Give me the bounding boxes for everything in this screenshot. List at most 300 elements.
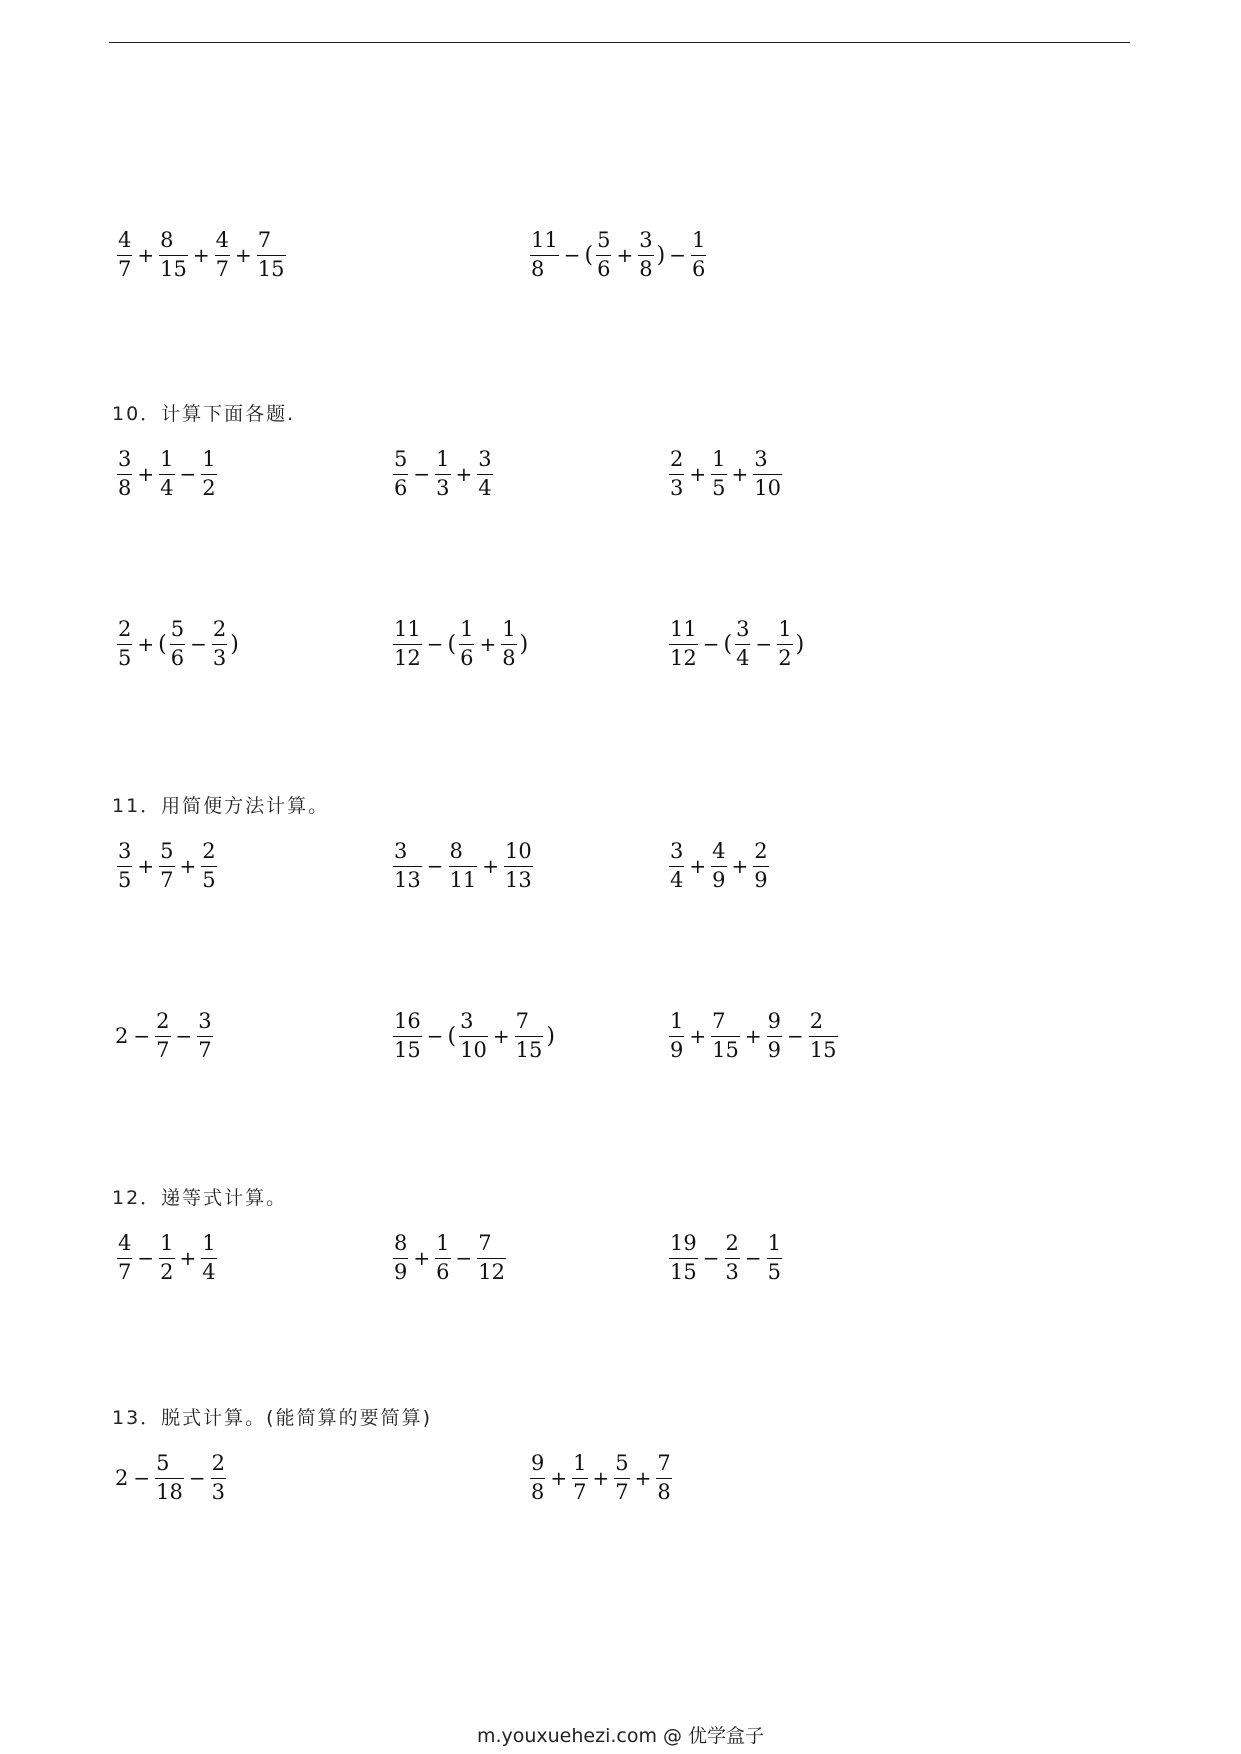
- plus-sign: +: [689, 1024, 707, 1049]
- plus-sign: +: [492, 1024, 510, 1049]
- fraction-bar: [449, 866, 478, 867]
- denominator: 7: [118, 256, 132, 281]
- close-paren: ): [795, 631, 805, 657]
- numerator: 7: [478, 1231, 492, 1255]
- fraction-bar: [393, 474, 408, 475]
- numerator: 9: [531, 1451, 545, 1475]
- expression: [667, 618, 805, 670]
- denominator: 7: [573, 1479, 587, 1504]
- denominator: 13: [505, 867, 532, 892]
- question-heading: 13．脱式计算。(能简算的要简算): [112, 1407, 433, 1429]
- fraction: [807, 1010, 840, 1062]
- denominator: 10: [460, 1037, 487, 1062]
- minus-sign: −: [702, 632, 720, 657]
- fraction-bar: [393, 866, 422, 867]
- numerator: 2: [670, 447, 684, 471]
- minus-sign: −: [455, 1246, 473, 1271]
- expression: [115, 840, 219, 892]
- plus-sign: +: [689, 854, 707, 879]
- fraction-bar: [117, 866, 132, 867]
- numerator: 11: [394, 617, 421, 641]
- fraction: [667, 1010, 686, 1062]
- numerator: 3: [670, 839, 684, 863]
- fraction-bar: [170, 644, 185, 645]
- numerator: 19: [670, 1231, 697, 1255]
- expression: [391, 618, 529, 670]
- numerator: 2: [754, 839, 768, 863]
- minus-sign: −: [669, 243, 686, 268]
- fraction-bar: [159, 474, 174, 475]
- minus-sign: −: [175, 1024, 193, 1049]
- fraction-bar: [477, 1258, 506, 1259]
- numerator: 16: [394, 1009, 421, 1033]
- expression: [667, 1010, 840, 1062]
- denominator: 7: [198, 1037, 212, 1062]
- numerator: 5: [160, 839, 174, 863]
- denominator: 7: [118, 1259, 132, 1284]
- fraction: [157, 1232, 176, 1284]
- denominator: 5: [202, 867, 216, 892]
- minus-sign: −: [563, 243, 581, 268]
- denominator: 6: [394, 475, 408, 500]
- fraction-bar: [155, 1036, 170, 1037]
- plus-sign: +: [634, 1466, 652, 1491]
- fraction: [115, 840, 134, 892]
- numerator: 2: [118, 617, 132, 641]
- open-paren: (: [447, 1023, 457, 1049]
- minus-sign: −: [413, 462, 431, 487]
- fraction-bar: [212, 644, 227, 645]
- fraction-bar: [753, 866, 768, 867]
- fraction: [210, 618, 229, 670]
- fraction: [723, 1232, 742, 1284]
- plus-sign: +: [137, 462, 155, 487]
- fraction-bar: [117, 644, 132, 645]
- denominator: 7: [215, 256, 230, 281]
- fraction: [153, 1452, 186, 1504]
- numerator: 1: [436, 1231, 450, 1255]
- integer: 2: [115, 1466, 129, 1491]
- fraction: [213, 229, 232, 281]
- fraction-bar: [159, 866, 174, 867]
- numerator: 1: [670, 1009, 684, 1033]
- fraction: [391, 1232, 410, 1284]
- denominator: 12: [670, 645, 697, 670]
- minus-sign: −: [755, 632, 773, 657]
- numerator: 5: [156, 1451, 170, 1475]
- fraction: [499, 618, 518, 670]
- plus-sign: +: [137, 854, 155, 879]
- close-paren: ): [546, 1023, 555, 1049]
- fraction: [667, 840, 686, 892]
- footer-watermark: m.youxuehezi.com @ 优学盒子: [476, 1725, 765, 1747]
- fraction: [457, 1010, 490, 1062]
- fraction-bar: [211, 1478, 226, 1479]
- fraction: [255, 229, 288, 281]
- fraction-bar: [669, 1258, 698, 1259]
- denominator: 7: [160, 867, 174, 892]
- numerator: 4: [118, 1231, 132, 1255]
- expression: [115, 229, 288, 281]
- fraction-bar: [201, 1258, 216, 1259]
- numerator: 2: [211, 1451, 226, 1475]
- expression: [391, 1010, 556, 1062]
- fraction-bar: [117, 255, 132, 256]
- fraction-bar: [393, 1036, 422, 1037]
- numerator: 1: [573, 1451, 587, 1475]
- numerator: 4: [118, 228, 132, 252]
- numerator: 3: [118, 447, 132, 471]
- expression: [391, 1232, 508, 1284]
- denominator: 6: [460, 645, 474, 670]
- fraction: [115, 448, 134, 500]
- denominator: 7: [615, 1479, 629, 1504]
- close-paren: ): [519, 631, 529, 657]
- denominator: 15: [394, 1037, 421, 1062]
- fraction: [502, 840, 535, 892]
- plus-sign: +: [482, 854, 499, 879]
- fraction: [689, 229, 708, 281]
- expression: [528, 229, 708, 281]
- expression: [667, 1232, 784, 1284]
- question-heading: 12．递等式计算。: [112, 1187, 288, 1209]
- fraction: [209, 1452, 228, 1504]
- fraction: [391, 448, 410, 500]
- fraction: [751, 448, 784, 500]
- numerator: 1: [160, 447, 174, 471]
- fraction: [667, 618, 700, 670]
- numerator: 8: [394, 1231, 408, 1255]
- minus-sign: −: [133, 1024, 151, 1049]
- question-heading: 11．用简便方法计算。: [112, 795, 330, 817]
- fraction-bar: [753, 474, 782, 475]
- numerator: 11: [531, 228, 558, 252]
- minus-sign: −: [787, 1024, 804, 1049]
- fraction-bar: [215, 255, 230, 256]
- denominator: 8: [502, 645, 516, 670]
- denominator: 7: [156, 1037, 170, 1062]
- fraction: [667, 448, 686, 500]
- plus-sign: +: [744, 1024, 762, 1049]
- fraction-bar: [459, 1036, 488, 1037]
- fraction: [528, 1452, 547, 1504]
- expression: [115, 1232, 219, 1284]
- numerator: 4: [215, 228, 230, 252]
- plus-sign: +: [192, 243, 210, 268]
- minus-sign: −: [190, 632, 207, 657]
- plus-sign: +: [179, 1246, 197, 1271]
- denominator: 4: [202, 1259, 216, 1284]
- numerator: 9: [767, 1009, 782, 1033]
- denominator: 12: [478, 1259, 506, 1284]
- denominator: 9: [394, 1259, 408, 1284]
- denominator: 9: [767, 1037, 782, 1062]
- denominator: 12: [394, 645, 421, 670]
- open-paren: (: [584, 242, 594, 268]
- fraction: [457, 618, 476, 670]
- plus-sign: +: [616, 243, 634, 268]
- denominator: 8: [639, 256, 653, 281]
- plus-sign: +: [179, 854, 197, 879]
- fraction-bar: [530, 255, 559, 256]
- fraction: [157, 229, 190, 281]
- denominator: 18: [156, 1479, 183, 1504]
- expression: [667, 448, 784, 500]
- plus-sign: +: [689, 462, 707, 487]
- fraction: [157, 840, 176, 892]
- fraction: [733, 618, 752, 670]
- denominator: 2: [160, 1259, 174, 1284]
- numerator: 5: [170, 617, 185, 641]
- fraction-bar: [767, 1258, 782, 1259]
- fraction: [115, 618, 134, 670]
- denominator: 13: [394, 867, 421, 892]
- numerator: 3: [118, 839, 132, 863]
- numerator: 7: [515, 1009, 529, 1033]
- numerator: 1: [767, 1231, 782, 1255]
- numerator: 7: [712, 1009, 726, 1033]
- fraction-bar: [614, 1478, 629, 1479]
- fraction: [199, 448, 218, 500]
- numerator: 2: [202, 839, 216, 863]
- fraction: [570, 1452, 589, 1504]
- minus-sign: −: [744, 1246, 762, 1271]
- denominator: 5: [767, 1259, 782, 1284]
- denominator: 10: [754, 475, 782, 500]
- fraction: [153, 1010, 172, 1062]
- fraction-bar: [530, 1478, 545, 1479]
- fraction-bar: [257, 255, 286, 256]
- fraction-bar: [117, 1258, 132, 1259]
- numerator: 3: [198, 1009, 212, 1033]
- fraction: [709, 840, 728, 892]
- fraction: [391, 618, 424, 670]
- fraction: [513, 1010, 546, 1062]
- denominator: 6: [691, 256, 706, 281]
- numerator: 2: [725, 1231, 739, 1255]
- numerator: 2: [809, 1009, 824, 1033]
- numerator: 7: [257, 228, 272, 252]
- fraction-bar: [735, 644, 750, 645]
- expression: [115, 618, 240, 670]
- fraction-bar: [669, 644, 698, 645]
- expression: [667, 840, 771, 892]
- numerator: 8: [449, 839, 463, 863]
- fraction: [199, 840, 218, 892]
- plus-sign: +: [413, 1246, 431, 1271]
- minus-sign: −: [188, 1466, 206, 1491]
- denominator: 6: [436, 1259, 450, 1284]
- fraction: [115, 229, 134, 281]
- fraction-bar: [197, 1036, 212, 1037]
- open-paren: (: [158, 631, 167, 657]
- numerator: 5: [394, 447, 408, 471]
- plus-sign: +: [731, 854, 749, 879]
- fraction: [433, 448, 452, 500]
- numerator: 1: [502, 617, 516, 641]
- plus-sign: +: [550, 1466, 568, 1491]
- numerator: 1: [436, 447, 450, 471]
- fraction: [195, 1010, 214, 1062]
- denominator: 15: [160, 256, 187, 281]
- fraction-bar: [725, 1258, 740, 1259]
- fraction: [391, 1010, 424, 1062]
- fraction-bar: [669, 866, 684, 867]
- minus-sign: −: [137, 1246, 155, 1271]
- numerator: 3: [736, 617, 750, 641]
- plus-sign: +: [137, 243, 155, 268]
- expression: [391, 448, 495, 500]
- fraction: [528, 229, 561, 281]
- numerator: 1: [202, 447, 216, 471]
- numerator: 3: [460, 1009, 474, 1033]
- denominator: 8: [657, 1479, 671, 1504]
- plus-sign: +: [479, 632, 497, 657]
- close-paren: ): [656, 242, 666, 268]
- denominator: 3: [211, 1479, 226, 1504]
- fraction-bar: [711, 1036, 740, 1037]
- plus-sign: +: [137, 632, 155, 657]
- denominator: 9: [712, 867, 726, 892]
- fraction: [654, 1452, 673, 1504]
- minus-sign: −: [426, 1024, 444, 1049]
- fraction-bar: [504, 866, 533, 867]
- minus-sign: −: [133, 1466, 151, 1491]
- fraction-bar: [767, 1036, 782, 1037]
- fraction: [447, 840, 480, 892]
- fraction-bar: [656, 1478, 671, 1479]
- denominator: 11: [449, 867, 477, 892]
- denominator: 2: [202, 475, 216, 500]
- denominator: 15: [712, 1037, 739, 1062]
- fraction: [709, 448, 728, 500]
- expression: [115, 448, 219, 500]
- numerator: 1: [691, 228, 706, 252]
- fraction-bar: [669, 474, 684, 475]
- fraction: [391, 840, 424, 892]
- numerator: 5: [615, 1451, 629, 1475]
- denominator: 3: [212, 645, 227, 670]
- fraction-bar: [393, 644, 422, 645]
- minus-sign: −: [426, 854, 444, 879]
- fraction-bar: [638, 255, 653, 256]
- fraction: [612, 1452, 631, 1504]
- fraction-bar: [155, 1478, 184, 1479]
- denominator: 3: [725, 1259, 739, 1284]
- fraction: [775, 618, 794, 670]
- expression: [391, 840, 535, 892]
- numerator: 8: [160, 228, 174, 252]
- expression: [115, 1010, 215, 1062]
- denominator: 8: [531, 256, 545, 281]
- fraction: [475, 1232, 508, 1284]
- fraction: [199, 1232, 218, 1284]
- numerator: 2: [212, 617, 227, 641]
- fraction-bar: [201, 474, 216, 475]
- open-paren: (: [723, 631, 733, 657]
- numerator: 3: [754, 447, 768, 471]
- minus-sign: −: [702, 1246, 720, 1271]
- fraction: [765, 1010, 784, 1062]
- fraction-bar: [117, 474, 132, 475]
- fraction: [765, 1232, 784, 1284]
- fraction-bar: [435, 1258, 450, 1259]
- fraction-bar: [459, 644, 474, 645]
- fraction-bar: [711, 474, 726, 475]
- fraction-bar: [515, 1036, 544, 1037]
- fraction-bar: [477, 474, 492, 475]
- fraction: [594, 229, 613, 281]
- fraction: [157, 448, 176, 500]
- numerator: 10: [505, 839, 532, 863]
- denominator: 4: [160, 475, 174, 500]
- integer: 2: [115, 1024, 129, 1049]
- denominator: 2: [778, 645, 792, 670]
- denominator: 5: [712, 475, 726, 500]
- fraction-bar: [159, 1258, 174, 1259]
- fraction: [433, 1232, 452, 1284]
- denominator: 9: [754, 867, 768, 892]
- fraction-bar: [501, 644, 516, 645]
- numerator: 1: [712, 447, 726, 471]
- numerator: 2: [156, 1009, 170, 1033]
- numerator: 11: [670, 617, 697, 641]
- fraction-bar: [711, 866, 726, 867]
- denominator: 5: [118, 867, 132, 892]
- close-paren: ): [230, 631, 239, 657]
- plus-sign: +: [455, 462, 473, 487]
- denominator: 4: [670, 867, 684, 892]
- denominator: 6: [170, 645, 185, 670]
- fraction: [751, 840, 770, 892]
- fraction-bar: [201, 866, 216, 867]
- header-rule: [109, 42, 1130, 43]
- plus-sign: +: [731, 462, 749, 487]
- denominator: 3: [436, 475, 450, 500]
- fraction: [636, 229, 655, 281]
- plus-sign: +: [235, 243, 252, 268]
- numerator: 3: [478, 447, 492, 471]
- numerator: 7: [657, 1451, 671, 1475]
- denominator: 9: [670, 1037, 684, 1062]
- question-heading: 10．计算下面各题.: [112, 403, 296, 425]
- fraction: [667, 1232, 700, 1284]
- fraction-bar: [572, 1478, 587, 1479]
- denominator: 15: [257, 256, 285, 281]
- plus-sign: +: [592, 1466, 610, 1491]
- numerator: 4: [712, 839, 726, 863]
- denominator: 5: [118, 645, 132, 670]
- fraction-bar: [809, 1036, 838, 1037]
- denominator: 15: [670, 1259, 697, 1284]
- fraction-bar: [596, 255, 611, 256]
- numerator: 1: [202, 1231, 216, 1255]
- fraction-bar: [691, 255, 706, 256]
- fraction-bar: [669, 1036, 684, 1037]
- fraction-bar: [777, 644, 792, 645]
- denominator: 8: [531, 1479, 545, 1504]
- fraction-bar: [393, 1258, 408, 1259]
- denominator: 6: [597, 256, 611, 281]
- numerator: 3: [394, 839, 408, 863]
- numerator: 3: [639, 228, 653, 252]
- denominator: 4: [736, 645, 750, 670]
- fraction: [475, 448, 494, 500]
- numerator: 1: [778, 617, 792, 641]
- fraction-bar: [159, 255, 188, 256]
- fraction-bar: [435, 474, 450, 475]
- numerator: 1: [160, 1231, 174, 1255]
